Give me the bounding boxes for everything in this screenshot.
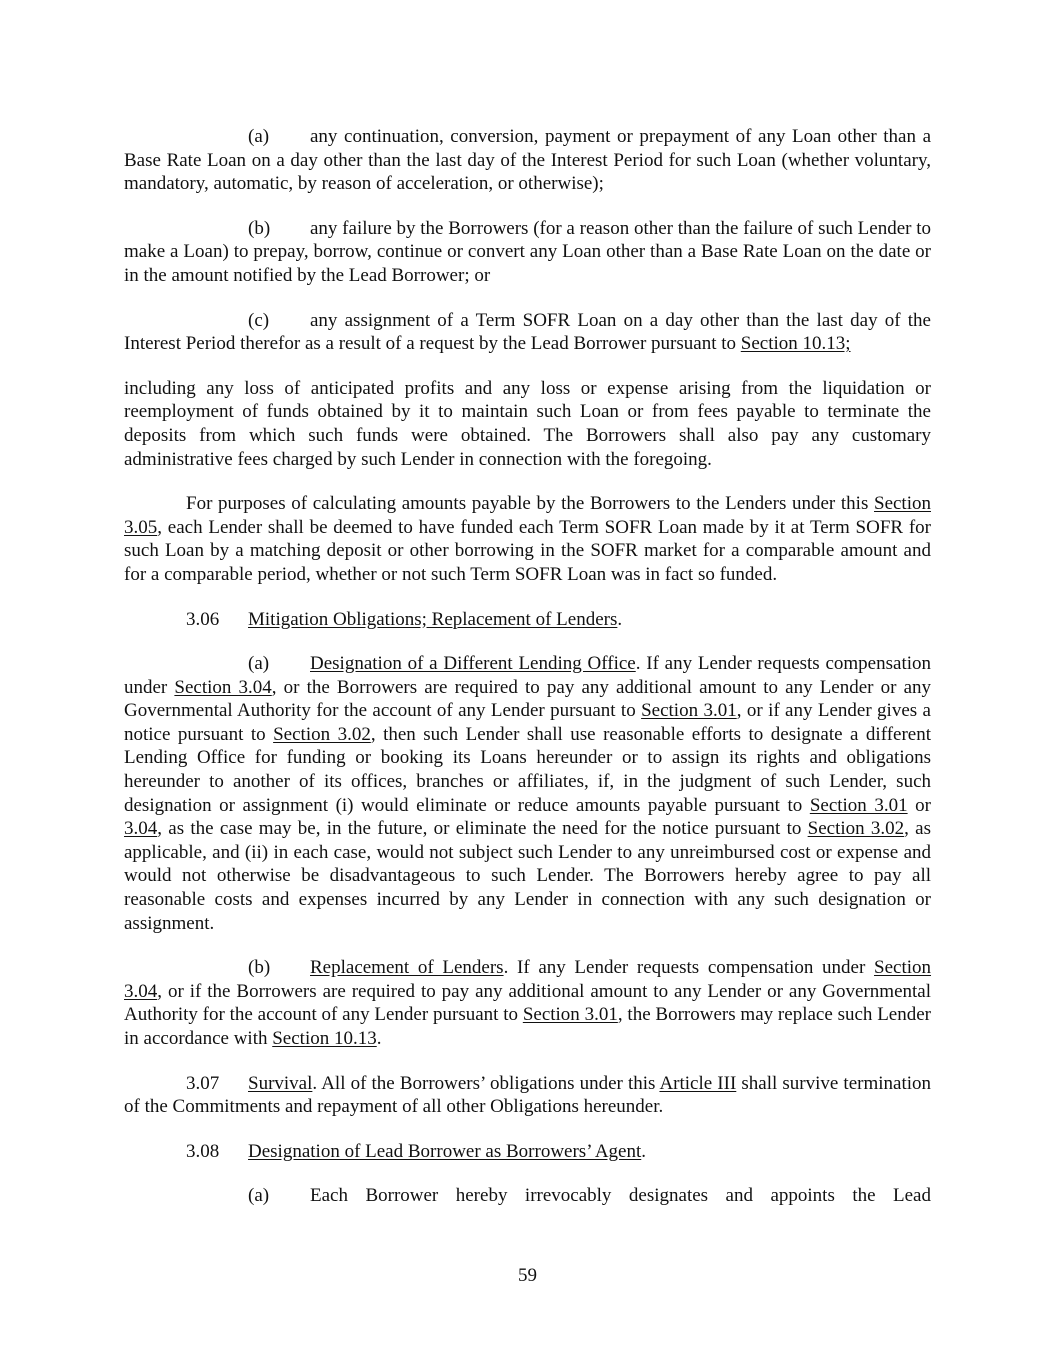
section-reference: Section 3.01 (809, 794, 908, 816)
text-run: . All of the Borrowers’ obligations under this (312, 1072, 660, 1094)
paragraph-calculation-purposes (124, 492, 931, 586)
section-heading-3-08 (124, 1140, 931, 1164)
clause-text: Each Borrower hereby irrevocably designates and appoints the Lead (310, 1185, 931, 1207)
page-number: 59 (518, 1265, 537, 1286)
section-reference: Section 3.04 (124, 957, 932, 1002)
clause-3-06-a (124, 652, 931, 935)
section-title: Mitigation Obligations; Replacement of Lenders (248, 608, 618, 630)
text-run: , as applicable, and (ii) in each case, would not subject such Lender to any unreimbursed cost or expense and would not otherwise be disadvantageous to such Lender. The Borrowers hereby agree to pay all reasonable costs and expenses incurred by any Lender in connection with any such designation or assignment. (124, 818, 931, 934)
clause-label: (a) (248, 126, 270, 147)
text-run: . (376, 1028, 382, 1049)
clause-heading: Replacement of Lenders (310, 957, 504, 979)
text-run: , or if the Borrowers are required to pay any additional amount to any Lender or any Governmental Authority for the account of any Lender pursuant to (124, 980, 931, 1026)
clause-heading: Designation of a Different Lending Office (310, 653, 636, 675)
section-title: Designation of Lead Borrower as Borrowers’ Agent (248, 1140, 642, 1162)
clause-c-assignment (124, 309, 931, 356)
section-heading-3-06 (124, 608, 931, 632)
clause-3-08-a (124, 1184, 931, 1208)
section-reference: Section 10.13 (272, 1028, 377, 1049)
clause-a-continuation (124, 125, 931, 196)
text-run: . If any Lender requests compensation under (503, 957, 875, 979)
text-run: , each Lender shall be deemed to have funded each Term SOFR Loan made by it at Term SOFR for such Loan by a matching deposit or other borrowing in the SOFR market for a comparable amount and for a comparable period, whether or not such Term SOFR Loan was in fact so funded. (124, 516, 931, 585)
text-run: . (641, 1140, 647, 1162)
text-run: . (617, 608, 623, 630)
text-run: . If any Lender requests compensation under (124, 653, 931, 698)
section-reference: Section 3.01 (522, 1004, 618, 1026)
text-run: For purposes of calculating amounts payable by the Borrowers to the Lenders under this (186, 493, 874, 515)
paragraph-including-losses: including any loss of anticipated profits and any loss or expense arising from the liquidation or reemployment of funds obtained by it to maintain such Loan or from fees payable to terminate the deposits from which such funds were obtained. The Borrowers shall also pay any customary administrative fees charged by such Lender in connection with the foregoing. (124, 377, 931, 470)
section-reference: Section 3.04 (174, 676, 272, 698)
text-run: , as the case may be, in the future, or eliminate the need for the notice pursuant to (157, 818, 808, 840)
section-3-07-survival (124, 1072, 931, 1119)
text-run: or (907, 794, 931, 816)
section-reference: Article III (659, 1072, 737, 1094)
section-reference: Section 3.02 (807, 818, 905, 840)
clause-b-failure (124, 217, 931, 288)
section-number: 3.08 (186, 1140, 220, 1162)
section-title: Survival (248, 1072, 313, 1094)
section-reference: 3.04 (124, 818, 158, 840)
clause-label: (a) (248, 653, 270, 675)
text-run: , or if any Lender gives a notice pursuant to (124, 700, 931, 745)
section-reference: Section 3.05 (124, 493, 931, 538)
section-reference: Section 3.01 (641, 700, 737, 722)
clause-label: (b) (248, 957, 271, 979)
section-reference: Section 10.13; (740, 333, 851, 355)
clause-label: (c) (248, 309, 270, 331)
text-run: , or the Borrowers are required to pay any additional amount to any Lender or any Governmental Authority for the account of any Lender pursuant to (124, 676, 931, 722)
text-run: , the Borrowers may replace such Lender in accordance with (124, 1004, 931, 1049)
clause-label: (b) (248, 217, 271, 239)
document-page (124, 125, 931, 1229)
clause-label: (a) (248, 1185, 270, 1207)
section-number: 3.07 (186, 1072, 220, 1094)
text-run: , then such Lender shall use reasonable efforts to designate a different Lending Office for funding or booking its Loans hereunder or to assign its rights and obligations hereunder to another of its offices, branches or affiliates, if, in the judgment of such Lender, such designation or assignment (i) would eliminate or reduce amounts payable pursuant to (124, 723, 931, 816)
clause-3-06-b (124, 956, 931, 1050)
clause-text: any continuation, conversion, payment or prepayment of any Loan other than a Base Rate Loan on a day other than the last day of the Interest Period for such Loan (whether voluntary, mandatory, automatic, by reason of acceleration, or otherwise); (124, 126, 931, 195)
section-number: 3.06 (186, 608, 220, 630)
clause-text: any assignment of a Term SOFR Loan on a day other than the last day of the Interest Period therefor as a result of a request by the Lead Borrower pursuant to (124, 309, 931, 355)
text-run: shall survive termination of the Commitments and repayment of all other Obligations hereunder. (124, 1072, 932, 1118)
section-reference: Section 3.02 (273, 723, 371, 745)
clause-text: any failure by the Borrowers (for a reason other than the failure of such Lender to make a Loan) to prepay, borrow, continue or convert any Loan other than a Base Rate Loan on the date or in the amount notified by the Lead Borrower; or (124, 217, 931, 286)
